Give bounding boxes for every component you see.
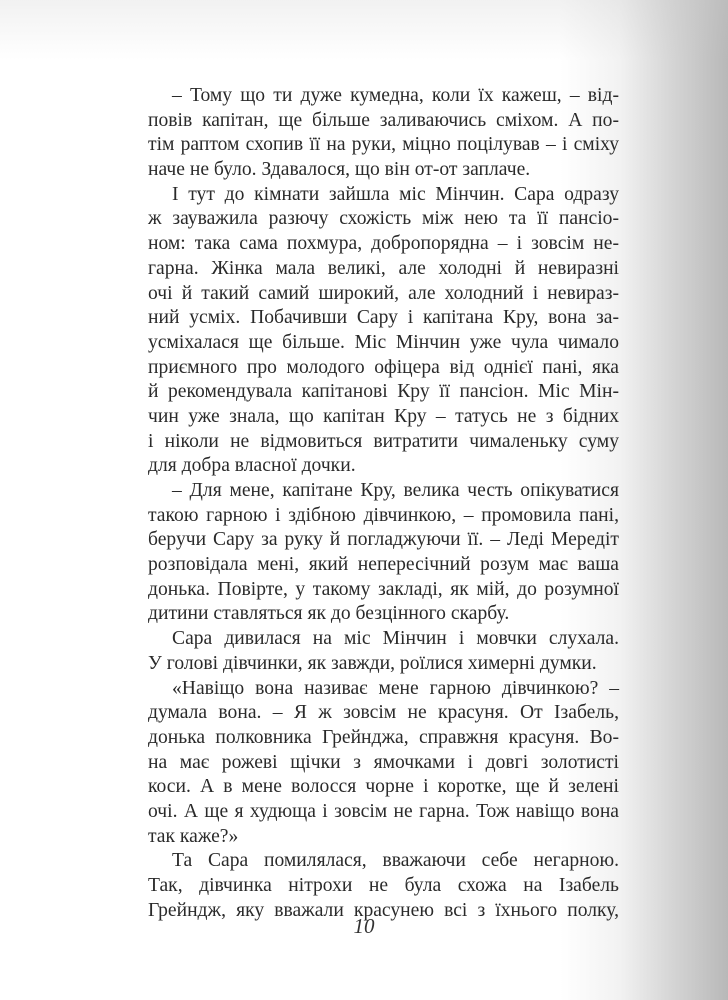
paragraph [148,84,619,183]
text-line: Грейндж, яку вважали красунею всі з їхнього полку, [148,899,619,921]
text-line: й рекомендувала капітанові Кру її пансіон. Міс Мін- [148,381,619,403]
text-line: приємного про молодого офіцера від однієї пані, яка [148,356,619,378]
text-line: наче не було. Здавалося, що він от-от заплаче. [148,159,531,181]
page-number: 10 [353,914,375,938]
text-line: такою гарною і здібною дівчинкою, – промовила пані, [148,504,619,526]
text-line: очі й такий самий широкий, але холодний і невираз- [148,282,619,304]
text-line: і ніколи не відмовиться витратити чималеньку суму [148,430,619,452]
text-line: І тут до кімнати зайшла міс Мінчин. Сара одразу [172,183,619,205]
text-line: беручи Сару за руку й погладжуючи її. – Леді Мередіт [148,529,619,551]
text-line: для добра власної дочки. [148,455,356,477]
text-line: чин уже знала, що капітан Кру – татусь не з бідних [148,405,619,427]
paragraph [148,183,619,479]
paragraph [148,849,619,923]
text-line: очі. А ще я худюща і зовсім не гарна. Тож навіщо вона [148,800,619,822]
page-shadow [0,0,728,60]
paragraph [148,677,619,850]
text-line: донька. Повірте, у такому закладі, як мій, до розумної [148,578,619,600]
text-line: – Тому що ти дуже кумедна, коли їх кажеш, – від- [172,85,619,106]
text-line: дитини ставляться як до безцінного скарбу. [148,603,510,625]
text-line: У голові дівчинки, як завжди, роїлися химерні думки. [148,652,597,674]
text-line: ж зауважила разючу схожість між нею та її пансіо- [148,208,619,230]
text-line: повів капітан, ще більше заливаючись сміхом. А по- [148,109,619,131]
book-page-text [148,84,619,923]
paragraph [148,479,619,627]
text-line: «Навіщо вона називає мене гарною дівчинкою? – [172,677,619,699]
text-line: коси. А в мене волосся чорне і коротке, ще й зелені [148,776,619,798]
text-line: Так, дівчинка нітрохи не була схожа на Ізабель [148,875,619,896]
text-line: на має рожеві щічки з ямочками і довгі золотисті [148,751,619,773]
text-line: так каже?» [148,825,239,847]
text-line: Та Сара помилялася, вважаючи себе негарною. [172,850,619,872]
text-line: ний усміх. Побачивши Сару і капітана Кру, вона за- [148,307,619,329]
text-line: ном: така сама похмура, добропорядна – і зовсім не- [148,233,619,255]
paragraph [148,627,619,676]
text-line: усміхалася ще більше. Міс Мінчин уже чула чимало [148,331,619,353]
text-line: думала вона. – Я ж зовсім не красуня. От Ізабель, [148,702,619,724]
text-line: Сара дивилася на міс Мінчин і мовчки слухала. [172,628,619,650]
text-line: розповідала мені, який непересічний розум має ваша [148,554,619,576]
text-line: – Для мене, капітане Кру, велика честь опікуватися [172,480,619,501]
text-line: гарна. Жінка мала великі, але холодні й невиразні [148,257,619,279]
text-line: донька полковника Грейнджа, справжня красуня. Во- [148,726,619,748]
text-line: тім раптом схопив її на руки, міцно поцілував – і сміху [148,134,619,156]
